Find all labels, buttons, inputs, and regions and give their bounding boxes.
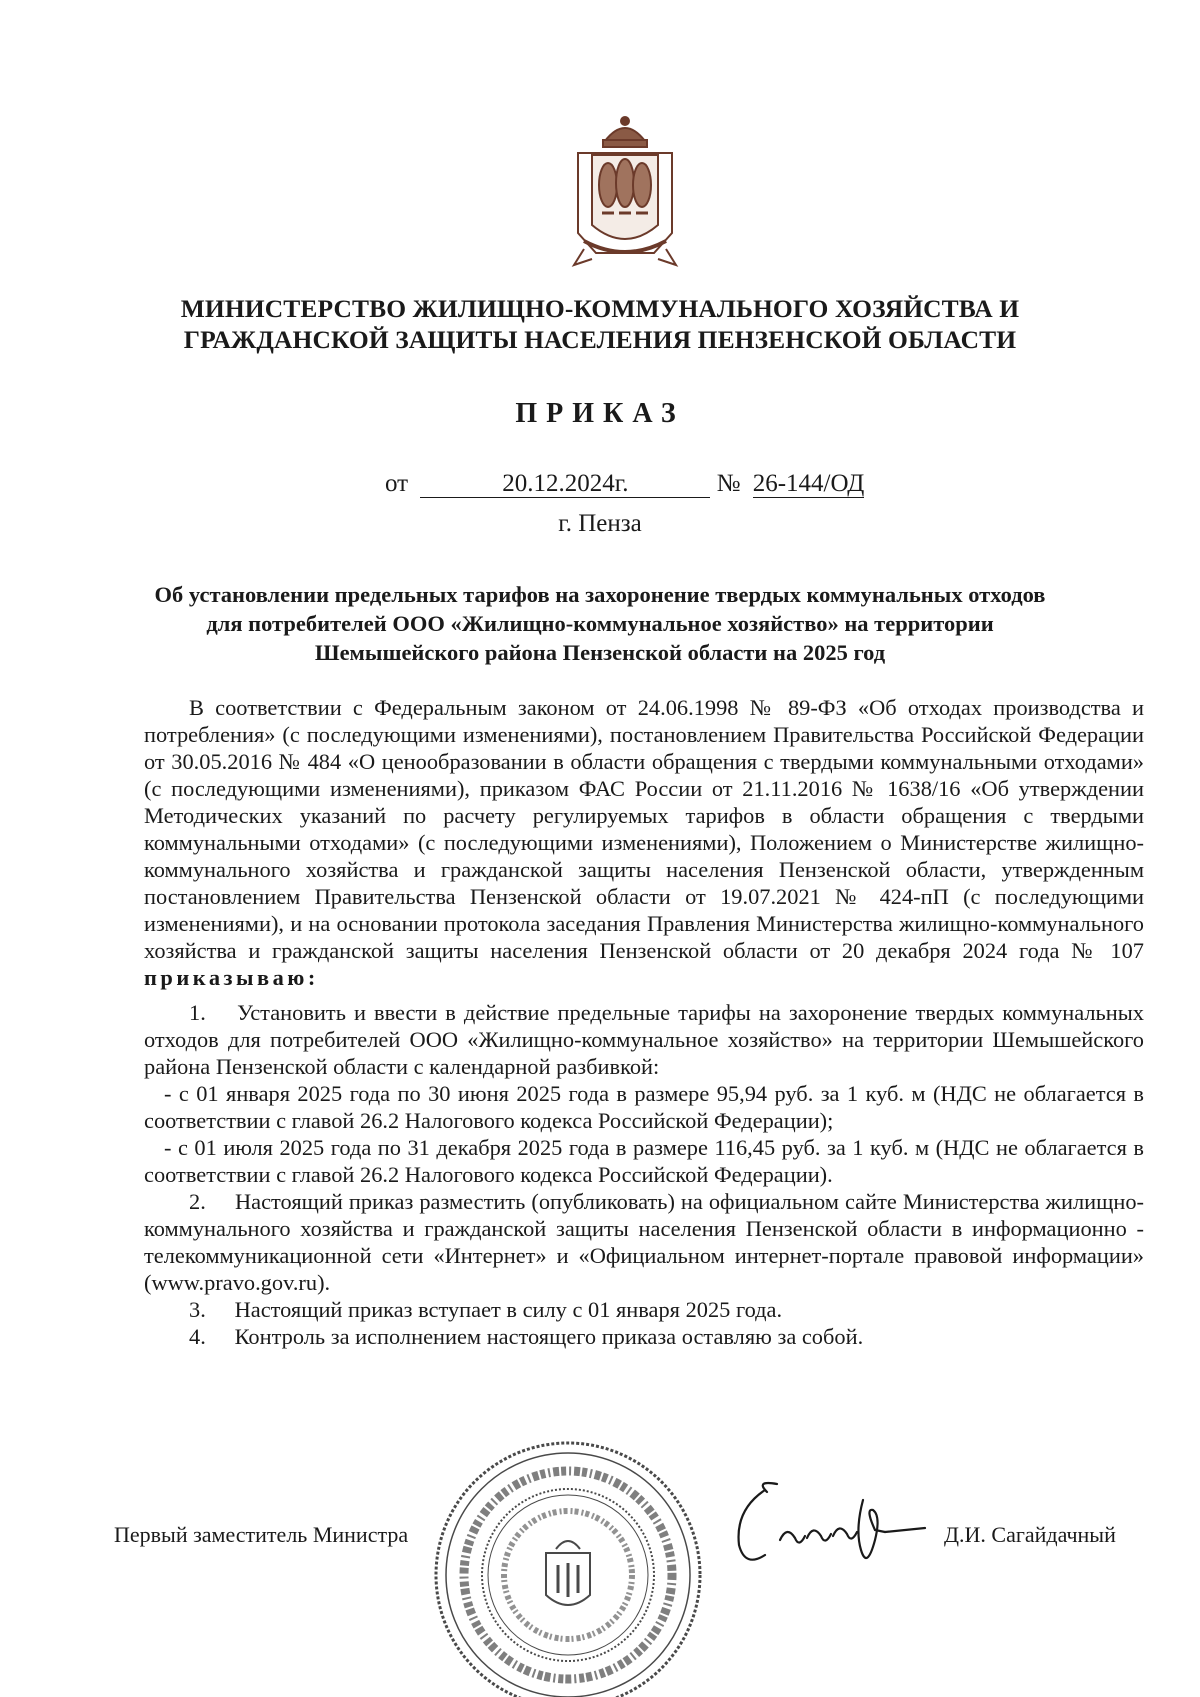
organization-name xyxy=(120,293,1080,355)
org-line-1: МИНИСТЕРСТВО ЖИЛИЩНО-КОММУНАЛЬНОГО ХОЗЯЙСТВА И xyxy=(180,294,1020,323)
item-1 xyxy=(144,999,1144,1080)
item-1-number: 1. xyxy=(189,1000,206,1025)
item-1-text: Установить и ввести в действие предельные тарифы на захоронение твердых коммунальных отходов для потребителей ООО «Жилищно-коммунальное хозяйство» на территории Шемышейского района Пензенской области с календарной разбивкой: xyxy=(144,1000,1144,1079)
signatory-title: Первый заместитель Министра xyxy=(114,1522,409,1547)
item-3 xyxy=(144,1296,1144,1323)
document-number: 26-144/ОД xyxy=(752,470,865,497)
item-4-text: Контроль за исполнением настоящего приказа оставляю за собой. xyxy=(234,1324,864,1349)
item-1-sub-1: - с 01 января 2025 года по 30 июня 2025 года в размере 95,94 руб. за 1 куб. м (НДС не облагается в соответствии с главой 26.2 Налогового кодекса Российской Федерации); xyxy=(144,1081,1144,1133)
item-4 xyxy=(144,1323,1144,1350)
item-1-sub-2: - с 01 июля 2025 года по 31 декабря 2025 года в размере 116,45 руб. за 1 куб. м (НДС не облагается в соответствии с главой 26.2 Налогового кодекса Российской Федерации). xyxy=(144,1135,1144,1187)
item-2 xyxy=(144,1188,1144,1296)
signatory-name: Д.И. Сагайдачный xyxy=(944,1522,1116,1547)
document-date: 20.12.2024г. xyxy=(420,471,710,498)
document-type: ПРИКАЗ xyxy=(515,398,685,429)
document-subject xyxy=(120,580,1080,667)
preamble-text: В соответствии с Федеральным законом от 24.06.1998 № 89-ФЗ «Об отходах производства и потребления» (с последующими изменениями), постановлением Правительства Российской Федерации от 30.05.2016 № 484 «О ценообразовании в области обращения с твердыми коммунальными отходами» (с последующими изменениями), приказом ФАС России от 21.11.2016 № 1638/16 «Об утверждении Методических указаний по расчету регулируемых тарифов в области обращения с твердыми коммунальными отходами» (с последующими изменениями), Положением о Министерстве жилищно-коммунального хозяйства и гражданской защиты населения Пензенской области, утвержденным постановлением Правительства Пензенской области от 19.07.2021 № 424-пП (с последующими изменениями), и на основании протокола заседания Правления Министерства жилищно-коммунального хозяйства и гражданской защиты населения Пензенской области от 20 декабря 2024 года № 107 xyxy=(144,695,1144,963)
coat-of-arms-icon xyxy=(570,113,680,271)
official-stamp-icon xyxy=(418,1425,718,1697)
preamble-paragraph xyxy=(144,694,1144,991)
subject-line-3: Шемышейского района Пензенской области на 2025 год xyxy=(314,640,886,665)
date-prefix: от xyxy=(385,470,409,497)
item-2-number: 2. xyxy=(189,1189,206,1214)
number-prefix: № xyxy=(716,470,741,497)
item-4-number: 4. xyxy=(189,1324,206,1349)
subject-line-2: для потребителей ООО «Жилищно-коммунальное хозяйство» на территории xyxy=(206,611,994,636)
order-word: приказываю: xyxy=(144,965,319,990)
subject-line-1: Об установлении предельных тарифов на захоронение твердых коммунальных отходов xyxy=(154,582,1046,607)
item-3-number: 3. xyxy=(189,1297,206,1322)
city: г. Пенза xyxy=(558,510,642,537)
date-number-line xyxy=(385,470,864,498)
org-line-2: ГРАЖДАНСКОЙ ЗАЩИТЫ НАСЕЛЕНИЯ ПЕНЗЕНСКОЙ ОБЛАСТИ xyxy=(183,325,1017,354)
document-body xyxy=(144,694,1144,1350)
handwritten-signature-icon xyxy=(725,1470,955,1580)
item-2-text: Настоящий приказ разместить (опубликовать) на официальном сайте Министерства жилищно-коммунального хозяйства и гражданской защиты населения Пензенской области в информационно - телекоммуникационной сети «Интернет» и «Официальном интернет-портале правовой информации» (www.pravo.gov.ru). xyxy=(144,1189,1144,1295)
item-3-text: Настоящий приказ вступает в силу с 01 января 2025 года. xyxy=(234,1297,783,1322)
